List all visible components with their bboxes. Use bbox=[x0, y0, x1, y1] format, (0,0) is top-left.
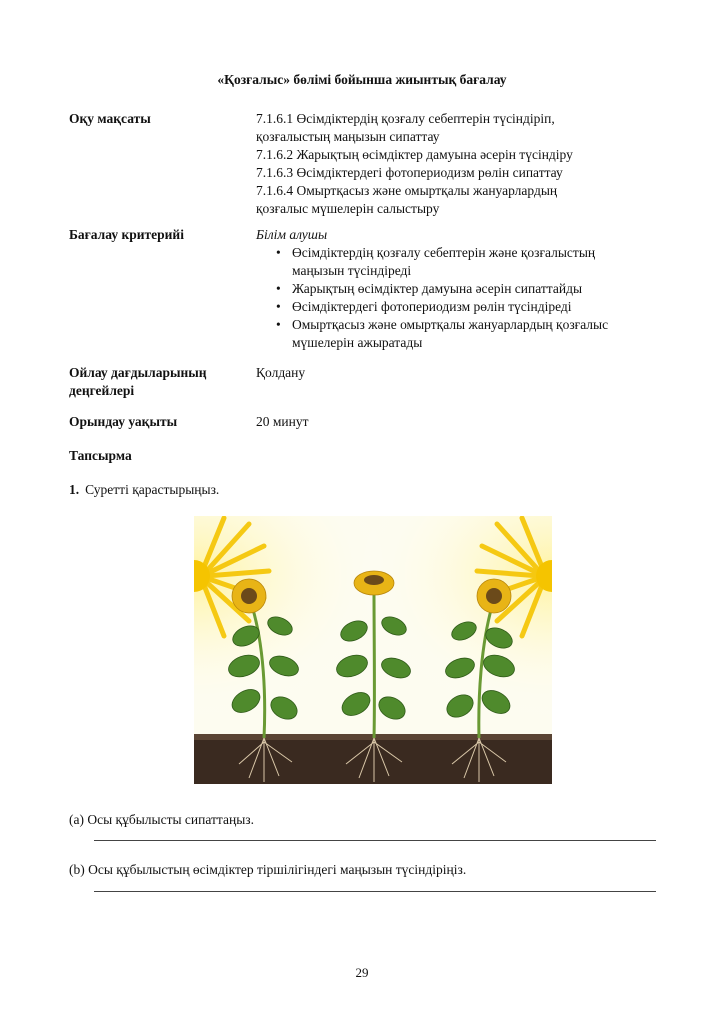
criteria-block bbox=[256, 226, 676, 352]
criteria-item bbox=[256, 316, 676, 352]
objectives-list bbox=[256, 110, 676, 218]
sunflowers-illustration-icon bbox=[194, 516, 552, 784]
time-value: 20 минут bbox=[256, 414, 309, 429]
criteria-item-text: Өсімдіктердің қозғалу себептерін және қозғалыстың bbox=[292, 245, 596, 260]
question-1 bbox=[69, 482, 219, 498]
thinking-label-line: деңгейлері bbox=[69, 383, 135, 398]
criteria-item-text: Омыртқасыз және омыртқалы жануарлардың қозғалыс bbox=[292, 317, 609, 332]
objective-line: 7.1.6.1 Өсімдіктердің қозғалу себептерін түсіндіріп, bbox=[256, 111, 555, 126]
criteria-item bbox=[256, 280, 676, 298]
bullet-icon: • bbox=[276, 299, 281, 314]
task-heading: Тапсырма bbox=[69, 448, 132, 463]
objective-line: қозғалыстың маңызын сипаттау bbox=[256, 129, 440, 144]
objective-line: 7.1.6.3 Өсімдіктердегі фотопериодизм рөлін сипаттау bbox=[256, 165, 563, 180]
bullet-icon: • bbox=[276, 281, 281, 296]
criteria-label: Бағалау критерийі bbox=[69, 227, 184, 242]
criteria-item-text: маңызын түсіндіреді bbox=[292, 263, 412, 278]
thinking-label bbox=[69, 364, 239, 400]
objectives-label: Оқу мақсаты bbox=[69, 111, 151, 126]
objective-line: 7.1.6.4 Омыртқасыз және омыртқалы жануарлардың bbox=[256, 183, 558, 198]
page-title: «Қозғалыс» бөлімі бойынша жиынтық бағалау bbox=[217, 72, 507, 87]
objective-line: 7.1.6.2 Жарықтың өсімдіктер дамуына әсерін түсіндіру bbox=[256, 147, 573, 162]
criteria-item bbox=[256, 298, 676, 316]
part-a-question: (a) Осы құбылысты сипаттаңыз. bbox=[69, 812, 254, 827]
bullet-icon: • bbox=[276, 245, 281, 260]
part-b-question: (b) Осы құбылыстың өсімдіктер тіршілігіндегі маңызын түсіндіріңіз. bbox=[69, 862, 467, 877]
bullet-icon: • bbox=[276, 317, 281, 332]
criteria-item-text: мүшелерін ажыратады bbox=[292, 335, 423, 350]
thinking-value: Қолдану bbox=[256, 365, 306, 380]
answer-line-a[interactable] bbox=[94, 840, 656, 841]
criteria-item bbox=[256, 244, 676, 280]
answer-line-b[interactable] bbox=[94, 891, 656, 892]
question-number: 1. bbox=[69, 482, 80, 497]
objective-line: қозғалыс мүшелерін салыстыру bbox=[256, 201, 440, 216]
criteria-item-text: Өсімдіктердегі фотопериодизм рөлін түсіндіреді bbox=[292, 299, 572, 314]
page-number: 29 bbox=[355, 965, 369, 980]
criteria-intro: Білім алушы bbox=[256, 227, 328, 242]
criteria-list bbox=[256, 244, 676, 352]
time-label: Орындау уақыты bbox=[69, 414, 178, 429]
thinking-label-line: Ойлау дағдыларының bbox=[69, 365, 207, 380]
question-text: Суретті қарастырыңыз. bbox=[85, 482, 220, 497]
criteria-item-text: Жарықтың өсімдіктер дамуына әсерін сипаттайды bbox=[292, 281, 583, 296]
